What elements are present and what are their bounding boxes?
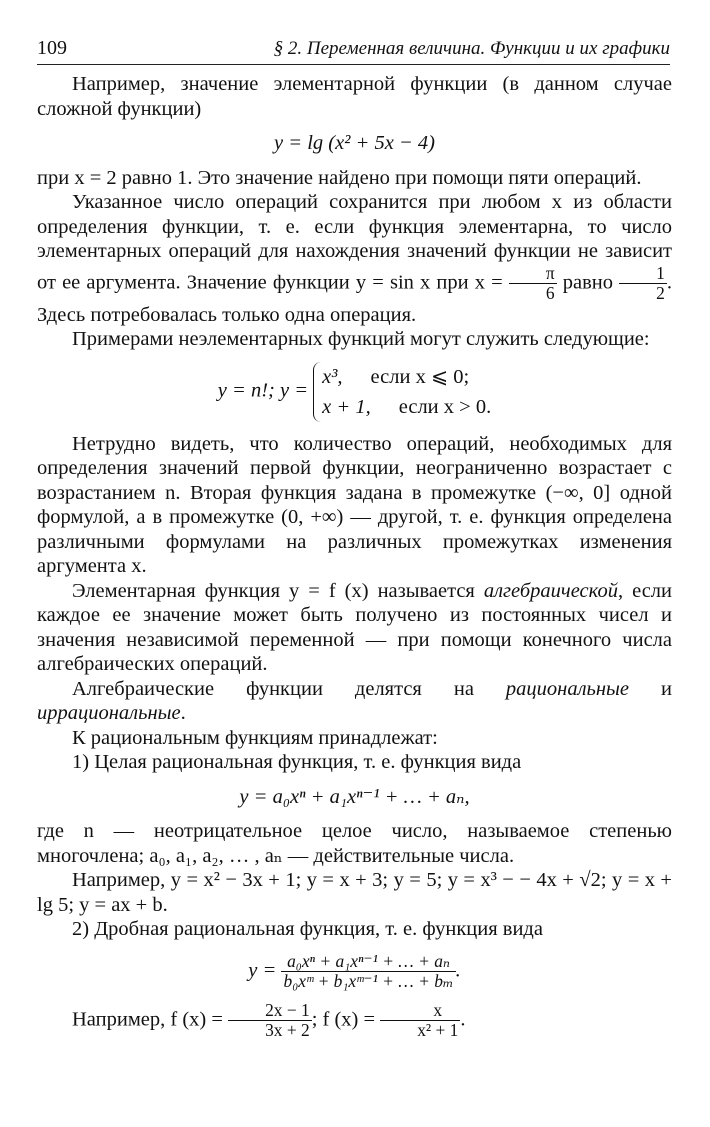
term-algebraic: алгебраической	[483, 579, 618, 602]
page-header	[37, 30, 670, 65]
paragraph-result: при x = 2 равно 1. Это значение найдено при помощи пяти операций.	[37, 166, 642, 189]
paragraph-operations: Указанное число операций сохранится при любом x из области определения функции, т. е. если функция элементарна, то число элементарных операций для нахождения значений функции не зависит от ее аргумента. Значение функции y = sin x при x = $\frac{\pi}{6}$ равно $\frac{1}{2}$ . Здесь потребовалась только одна операция.	[37, 191, 672, 326]
paragraph-nonelementary: Примерами неэлементарных функций могут служить следующие:	[72, 328, 650, 351]
fraction-example-2: $\frac{x}{\text{x² + 1}}$	[380, 1001, 460, 1040]
formula-fractional: y = $\frac{\text{a₀xⁿ + a₁xⁿ⁻¹ + … + aₙ}}{\text{b₀xᵐ + b₁xᵐ⁻¹ + … + bₘ}}$ .	[248, 950, 461, 991]
fraction-one-half: $\frac{1}{2}$	[619, 264, 667, 303]
formula-polynomial: y = a₀xⁿ + a₁xⁿ⁻¹ + … + aₙ,	[239, 785, 470, 808]
paragraph-polynomial: 1) Целая рациональная функция, т. е. функция вида	[72, 751, 522, 774]
paragraph-rational-list: К рациональным функциям принадлежат:	[72, 726, 438, 749]
piecewise-system: x³, если x ⩽ 0; x + 1, если x > 0.	[313, 362, 491, 422]
term-irrational: иррациональные	[37, 702, 181, 725]
formula-piecewise: y = n!; y = x³, если x ⩽ 0; x + 1, если x > 0.	[37, 362, 672, 422]
fraction-pi-6: $\frac{\pi}{6}$	[509, 264, 557, 303]
paragraph-example-lg: Например, значение элементарной функции (в данном случае сложной функции)	[37, 73, 672, 120]
paragraph-fraction-examples: Например, f (x) = $\frac{2x - 1}{3x + 2}$ ; f (x) = $\frac{x}{\text{x² + 1}}$ .	[72, 1000, 466, 1041]
paragraph-algebraic-def: Элементарная функция y = f (x) называется алгебраической, если каждое ее значение может быть получено из постоянных чисел и значения независимой переменной — при помощи конечного числа алгебраических операций.	[37, 579, 672, 676]
paragraph-growth: Нетрудно видеть, что количество операций, необходимых для определения значений первой функции, неограниченно возрастает с возрастанием n. Вторая функция задана в промежутке (−∞, 0] одной формулой, а в промежутке (0, +∞) — другой, т. е. функция определена различными формулами на различных промежутках изменения аргумента x.	[37, 432, 672, 578]
running-title: § 2. Переменная величина. Функции и их графики	[273, 38, 670, 59]
fraction-rational: $\frac{\text{a₀xⁿ + a₁xⁿ⁻¹ + … + aₙ}}{\text{b₀xᵐ + b₁xᵐ⁻¹ + … + bₘ}}$	[283, 950, 454, 991]
paragraph-classes: Алгебраические функции делятся на рациональные и иррациональные.	[37, 677, 672, 725]
paragraph-poly-examples: Например, y = x² − 3x + 1; y = x + 3; y = 5; y = x³ − − 4x + √2; y = x + lg 5; y = ax + b.	[37, 869, 672, 916]
formula-lg: y = lg (x² + 5x − 4)	[274, 132, 435, 154]
paragraph-degree: где n — неотрицательное целое число, называемое степенью многочлена; a₀, a₁, a₂, … , aₙ — действительные числа.	[37, 820, 672, 867]
page-body	[37, 72, 672, 1040]
paragraph-fractional: 2) Дробная рациональная функция, т. е. функция вида	[72, 918, 543, 941]
fraction-example-1: $\frac{2x - 1}{3x + 2}$	[228, 1001, 312, 1040]
page-number: 109	[37, 37, 67, 59]
term-rational: рациональные	[505, 677, 630, 700]
